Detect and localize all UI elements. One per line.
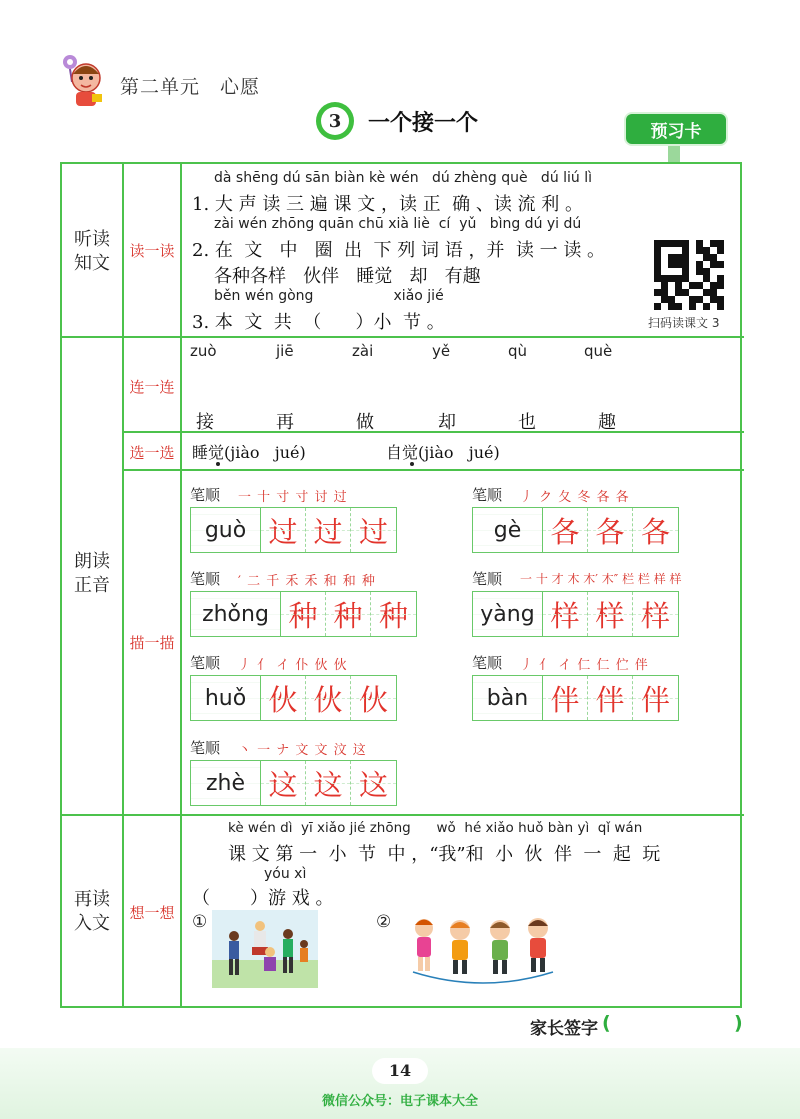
stroke-sequence: 丶 一 ナ 文 文 汶 这 xyxy=(238,743,367,758)
col-divider-2 xyxy=(180,162,182,1008)
char-writing-box xyxy=(472,591,679,637)
connect-char-6[interactable]: 趣 xyxy=(598,412,616,433)
char-pinyin: zhè xyxy=(191,761,261,805)
char-writing-box xyxy=(472,507,679,553)
connect-char-2[interactable]: 再 xyxy=(276,412,294,433)
stroke-sequence: 丿 亻 イ 仆 伙 伙 xyxy=(238,658,348,673)
activity-connect: 连一连 xyxy=(129,378,175,396)
stroke-label: 笔顺 xyxy=(472,654,503,672)
footer-text: 微信公众号：电子课本大全 xyxy=(321,1094,478,1109)
connect-pinyin-1[interactable]: zuò xyxy=(190,342,217,360)
trace-char[interactable]: 伙 xyxy=(351,676,396,720)
stroke-sequence: 一 十 才 木 木′ 木″ 栏 栏 样 样 xyxy=(520,572,682,586)
trace-char[interactable]: 各 xyxy=(588,508,633,552)
stroke-label: 笔顺 xyxy=(190,570,221,588)
trace-char[interactable]: 各 xyxy=(543,508,588,552)
activity-read-aloud: 读一读 xyxy=(129,242,175,260)
trace-char[interactable]: 种 xyxy=(326,592,371,636)
game-picture-1[interactable] xyxy=(212,910,318,988)
read-line3-text: 3. 本 文 共 （ ）小 节 。 xyxy=(192,312,445,333)
unit-title: 第二单元 心愿 xyxy=(120,76,261,98)
connect-char-1[interactable]: 接 xyxy=(196,412,214,433)
stroke-sequence: 丿 ク 夂 冬 各 各 xyxy=(520,490,630,505)
stroke-label: 笔顺 xyxy=(190,654,221,672)
trace-char[interactable]: 伙 xyxy=(261,676,306,720)
connect-pinyin-5[interactable]: qù xyxy=(508,342,528,360)
connect-pinyin-4[interactable]: yě xyxy=(432,342,451,360)
trace-char[interactable]: 过 xyxy=(306,508,351,552)
char-pinyin: bàn xyxy=(473,676,543,720)
activity-trace: 描一描 xyxy=(129,634,175,652)
connect-pinyin-2[interactable]: jiē xyxy=(276,342,294,360)
trace-char[interactable]: 这 xyxy=(306,761,351,805)
row-divider-1 xyxy=(60,336,744,338)
trace-char[interactable]: 各 xyxy=(633,508,678,552)
connect-pinyin-6[interactable]: què xyxy=(584,342,613,360)
stroke-label: 笔顺 xyxy=(190,486,221,504)
char-writing-box xyxy=(190,760,397,806)
signature-paren-close: ) xyxy=(734,1012,743,1034)
trace-char[interactable]: 这 xyxy=(261,761,306,805)
parent-signature-field[interactable] xyxy=(612,1012,732,1036)
think-line2-text: （ ）游 戏 。 xyxy=(192,888,334,909)
char-pinyin: guò xyxy=(191,508,261,552)
trace-char[interactable]: 过 xyxy=(261,508,306,552)
activity-think: 想一想 xyxy=(129,904,175,922)
trace-char[interactable]: 伴 xyxy=(633,676,678,720)
trace-char[interactable]: 样 xyxy=(543,592,588,636)
lesson-number-badge xyxy=(316,102,354,140)
emphasis-dot xyxy=(216,462,220,466)
read-line2-pinyin: zài wén zhōng quān chū xià liè cí yǔ bìng dú yi dú xyxy=(214,216,582,232)
trace-char[interactable]: 种 xyxy=(371,592,416,636)
activity-choose: 选一选 xyxy=(129,444,175,462)
trace-char[interactable]: 伙 xyxy=(306,676,351,720)
option-1-marker[interactable]: ① xyxy=(192,912,208,932)
emphasis-dot xyxy=(410,462,414,466)
parent-signature-label: 家长签字 xyxy=(530,1019,598,1039)
stroke-label: 笔顺 xyxy=(472,486,503,504)
option-2-marker[interactable]: ② xyxy=(376,912,392,932)
stroke-sequence: 一 十 寸 寸 讨 过 xyxy=(238,490,348,505)
row-divider-2 xyxy=(122,431,744,433)
connect-pinyin-3[interactable]: zài xyxy=(352,342,374,360)
section-listen: 听读 知文 xyxy=(74,229,110,274)
trace-char[interactable]: 伴 xyxy=(543,676,588,720)
char-writing-box xyxy=(472,675,679,721)
stroke-sequence: ′ 二 千 禾 禾 和 和 种 xyxy=(238,574,376,589)
char-writing-box xyxy=(190,591,417,637)
think-line1-pinyin: kè wén dì yī xiǎo jié zhōng wǒ hé xiǎo huǒ bàn yì qǐ wán xyxy=(228,820,643,836)
lesson-title: 一个接一个 xyxy=(368,109,479,136)
char-pinyin: huǒ xyxy=(191,676,261,720)
trace-char[interactable]: 过 xyxy=(351,508,396,552)
char-pinyin: zhǒng xyxy=(191,592,281,636)
trace-char[interactable]: 种 xyxy=(281,592,326,636)
stroke-label: 笔顺 xyxy=(190,739,221,757)
char-pinyin: yàng xyxy=(473,592,543,636)
section-read: 朗读 正音 xyxy=(74,551,110,596)
read-line1-pinyin: dà shēng dú sān biàn kè wén dú zhèng què dú liú lì xyxy=(214,170,593,186)
choose-option-a[interactable]: 睡觉(jiào jué) xyxy=(192,443,306,462)
preview-card-badge: 预习卡 xyxy=(624,112,728,146)
read-line2-text: 2. 在 文 中 圈 出 下 列 词 语 ，并 读 一 读 。 xyxy=(192,240,606,261)
think-line1-text: 课 文 第 一 小 节 中 ，“我”和 小 伙 伴 一 起 玩 xyxy=(228,844,661,865)
char-writing-box xyxy=(190,507,397,553)
read-line3-pinyin: běn wén gòng xiǎo jié xyxy=(214,288,444,304)
connect-char-4[interactable]: 却 xyxy=(438,412,456,433)
stroke-label: 笔顺 xyxy=(472,570,503,588)
read-word-list: 各种各样 伙伴 睡觉 却 有趣 xyxy=(214,266,481,287)
signature-paren-open: ( xyxy=(602,1012,611,1034)
mascot-icon xyxy=(58,52,108,110)
qr-code-icon[interactable] xyxy=(654,240,724,310)
char-writing-box xyxy=(190,675,397,721)
trace-char[interactable]: 样 xyxy=(633,592,678,636)
lesson-heading xyxy=(316,102,478,140)
read-line1-text: 1. 大 声 读 三 遍 课 文 ，读 正 确 、读 流 利 。 xyxy=(192,194,583,215)
choose-option-b[interactable]: 自觉(jiào jué) xyxy=(386,443,500,462)
trace-char[interactable]: 伴 xyxy=(588,676,633,720)
stroke-sequence: 丿 亻 イ 仁 仁 伫 伴 xyxy=(520,658,649,673)
section-reread: 再读 入文 xyxy=(74,889,110,934)
think-line2-pinyin: yóu xì xyxy=(264,866,307,882)
page-number: 14 xyxy=(372,1058,428,1084)
game-picture-2[interactable] xyxy=(408,910,558,988)
qr-caption: 扫码读课文 3 xyxy=(648,316,720,330)
char-pinyin: gè xyxy=(473,508,543,552)
connect-char-3[interactable]: 做 xyxy=(356,412,374,433)
connect-char-5[interactable]: 也 xyxy=(518,412,536,433)
trace-char[interactable]: 样 xyxy=(588,592,633,636)
trace-char[interactable]: 这 xyxy=(351,761,396,805)
row-divider-4 xyxy=(60,814,744,816)
row-divider-3 xyxy=(122,469,744,471)
lesson-number: 3 xyxy=(321,107,349,135)
